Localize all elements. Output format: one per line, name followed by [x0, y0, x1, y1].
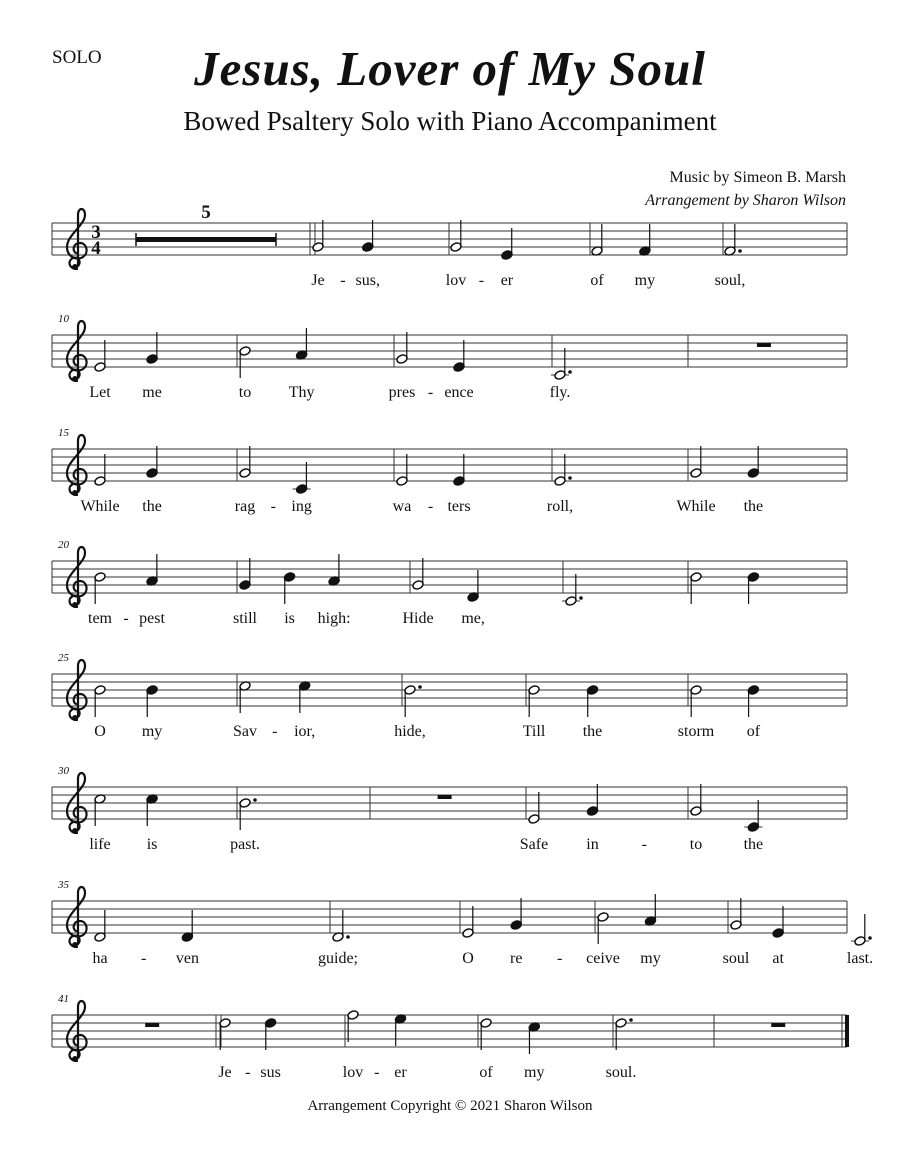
half-note: [528, 792, 540, 824]
lyric-syllable: last.: [846, 950, 874, 967]
quarter-note: [146, 554, 158, 586]
multimeasure-rest: [136, 237, 276, 242]
lyric-syllable: guide;: [318, 950, 358, 967]
part-label: SOLO: [52, 47, 102, 68]
quarter-note: [467, 570, 479, 602]
lyric-syllable: rag: [234, 498, 256, 515]
treble-clef-icon: [67, 1001, 87, 1062]
quarter-note: [283, 572, 295, 604]
half-note: [239, 446, 251, 478]
quarter-note: [501, 228, 513, 260]
lyric-syllable: sus: [260, 1064, 281, 1081]
quarter-note: [744, 800, 762, 832]
lyric-syllable: at: [772, 950, 784, 967]
whole-rest: [771, 1023, 785, 1027]
dotted-half-note: [239, 798, 257, 830]
lyric-syllable: is: [284, 610, 295, 627]
treble-clef-tail: [72, 376, 78, 382]
lyric-syllable: the: [743, 836, 764, 853]
lyric-syllable: er: [500, 272, 514, 289]
quarter-note: [747, 572, 759, 604]
time-signature-bottom: 4: [91, 238, 101, 259]
half-note: [528, 685, 540, 717]
treble-clef-tail: [72, 828, 78, 834]
lyric-syllable: soul.: [605, 1064, 637, 1081]
treble-clef-icon: [67, 547, 87, 608]
quarter-note: [146, 446, 158, 478]
quarter-note: [181, 910, 193, 942]
half-note: [94, 910, 106, 942]
quarter-note: [239, 558, 251, 590]
quarter-note: [293, 462, 311, 494]
lyric-syllable: my: [634, 272, 656, 289]
treble-clef-tail: [72, 1056, 78, 1062]
half-note: [239, 681, 251, 713]
lyric-syllable: ence: [444, 384, 474, 401]
treble-clef-icon: [67, 321, 87, 382]
half-note: [219, 1018, 231, 1050]
lyric-syllable: roll,: [546, 498, 574, 515]
lyric-syllable: er: [394, 1064, 407, 1081]
quarter-note: [146, 685, 158, 717]
lyric-syllable: tem: [88, 610, 112, 627]
lyric-syllable: O: [94, 723, 106, 740]
lyric-syllable: ters: [447, 498, 471, 515]
half-note: [690, 446, 702, 478]
lyric-syllable: While: [676, 498, 716, 515]
quarter-note: [747, 685, 759, 717]
lyric-syllable: ven: [175, 950, 199, 967]
lyric-syllable: lov: [445, 272, 467, 289]
lyric-syllable: O: [462, 950, 474, 967]
dotted-half-note: [851, 914, 872, 946]
lyric-syllable: lov: [342, 1064, 364, 1081]
lyric-syllable: to: [238, 384, 252, 401]
lyric-hyphen: -: [641, 836, 647, 853]
lyric-syllable: While: [80, 498, 120, 515]
quarter-note: [328, 554, 340, 586]
lyric-hyphen: -: [556, 950, 563, 967]
half-note: [690, 685, 702, 717]
dotted-half-note: [554, 454, 572, 486]
half-note: [462, 906, 474, 938]
augmentation-dot: [579, 596, 583, 600]
quarter-note: [453, 340, 465, 372]
lyric-syllable: to: [689, 836, 703, 853]
treble-clef-icon: [67, 435, 87, 496]
lyric-hyphen: -: [340, 272, 346, 289]
lyric-syllable: re: [510, 950, 523, 967]
time-signature-top: 3: [91, 222, 101, 243]
lyric-syllable: Je: [218, 1064, 232, 1081]
song-subtitle: Bowed Psaltery Solo with Piano Accompaniment: [183, 106, 717, 136]
augmentation-dot: [738, 249, 742, 253]
augmentation-dot: [568, 370, 572, 374]
lyric-syllable: life: [89, 836, 111, 853]
lyric-syllable: pest: [139, 610, 165, 627]
half-note: [94, 685, 106, 717]
lyric-syllable: the: [582, 723, 603, 740]
quarter-note: [772, 906, 784, 938]
lyric-hyphen: -: [427, 384, 434, 401]
lyric-syllable: past.: [230, 836, 260, 853]
lyric-syllable: my: [640, 950, 661, 967]
quarter-note: [528, 1022, 540, 1054]
lyric-syllable: of: [746, 723, 761, 740]
lyric-syllable: ior,: [294, 723, 316, 740]
lyric-syllable: is: [146, 836, 158, 853]
lyric-hyphen: -: [272, 723, 278, 740]
lyric-syllable: Sav: [233, 723, 257, 740]
lyric-syllable: Thy: [288, 384, 315, 401]
measure-number: 20: [58, 539, 69, 551]
arranger-credit: Arrangement by Sharon Wilson: [645, 192, 846, 209]
dotted-half-note: [551, 348, 572, 380]
quarter-note: [264, 1018, 276, 1050]
lyric-syllable: sus,: [355, 272, 381, 289]
augmentation-dot: [418, 685, 422, 689]
augmentation-dot: [629, 1018, 633, 1022]
half-note: [239, 346, 251, 378]
treble-clef-icon: [67, 887, 87, 948]
lyric-hyphen: -: [270, 498, 276, 515]
measure-number: 30: [58, 765, 69, 777]
quarter-note: [586, 784, 598, 816]
measure-number: 10: [58, 313, 69, 325]
half-note: [450, 220, 462, 252]
lyric-syllable: pres: [388, 384, 416, 401]
composer-credit: Music by Simeon B. Marsh: [669, 169, 846, 186]
half-note: [94, 340, 106, 372]
half-note: [730, 898, 742, 930]
lyric-syllable: ha: [92, 950, 108, 967]
lyric-syllable: Till: [522, 723, 546, 740]
song-title: Jesus, Lover of My Soul: [194, 41, 706, 96]
half-note: [396, 454, 408, 486]
treble-clef-tail: [72, 490, 78, 496]
lyric-syllable: still: [232, 610, 258, 627]
lyric-hyphen: -: [141, 950, 147, 967]
half-note: [94, 572, 106, 604]
half-note: [94, 454, 106, 486]
lyric-syllable: my: [141, 723, 163, 740]
lyric-syllable: Safe: [519, 836, 549, 853]
treble-clef-icon: [67, 773, 87, 834]
augmentation-dot: [253, 798, 257, 802]
final-barline-thick: [845, 1015, 849, 1047]
lyric-syllable: the: [142, 498, 162, 515]
augmentation-dot: [346, 935, 350, 939]
treble-clef-icon: [67, 660, 87, 721]
lyric-syllable: storm: [677, 723, 715, 740]
measure-number: 25: [58, 652, 69, 664]
lyric-hyphen: -: [374, 1064, 380, 1081]
lyric-syllable: fly.: [549, 384, 571, 401]
quarter-note: [146, 794, 158, 826]
quarter-note: [298, 681, 310, 713]
lyric-syllable: Je: [311, 272, 325, 289]
half-note: [412, 558, 424, 590]
measure-number: 15: [58, 427, 69, 439]
quarter-note: [510, 898, 522, 930]
copyright-notice: Arrangement Copyright © 2021 Sharon Wilson: [307, 1098, 593, 1114]
lyric-syllable: of: [590, 272, 604, 289]
treble-clef-tail: [72, 264, 78, 270]
treble-clef-tail: [72, 942, 78, 948]
half-note: [94, 794, 106, 826]
dotted-half-note: [615, 1018, 633, 1050]
treble-clef-tail: [72, 715, 78, 721]
quarter-note: [586, 685, 598, 717]
lyric-syllable: hide,: [394, 723, 426, 740]
lyric-syllable: wa: [392, 498, 412, 515]
lyric-syllable: in: [586, 836, 599, 853]
multirest-count: 5: [201, 202, 211, 223]
half-note: [312, 220, 324, 252]
lyric-hyphen: -: [123, 610, 129, 627]
lyric-syllable: Hide: [402, 610, 434, 627]
quarter-note: [747, 446, 759, 478]
half-note: [480, 1018, 492, 1050]
dotted-half-note: [332, 910, 350, 942]
lyric-syllable: high:: [317, 610, 351, 627]
dotted-half-note: [404, 685, 422, 717]
lyric-syllable: my: [524, 1064, 545, 1081]
measure-number: 41: [58, 993, 69, 1005]
lyric-syllable: the: [743, 498, 764, 515]
quarter-note: [453, 454, 465, 486]
quarter-note: [295, 328, 307, 360]
lyric-syllable: ceive: [586, 950, 620, 967]
lyric-hyphen: -: [478, 272, 485, 289]
whole-rest: [145, 1023, 159, 1027]
half-note: [597, 912, 609, 944]
quarter-note: [146, 332, 158, 364]
measure-number: 35: [58, 879, 69, 891]
lyric-hyphen: -: [427, 498, 434, 515]
treble-clef-tail: [72, 602, 78, 608]
half-note: [690, 784, 702, 816]
half-note: [690, 572, 702, 604]
lyric-syllable: soul,: [714, 272, 746, 289]
lyric-syllable: ing: [291, 498, 312, 515]
whole-rest: [438, 795, 452, 799]
dotted-half-note: [724, 224, 742, 256]
quarter-note: [362, 220, 374, 252]
lyric-syllable: Let: [89, 384, 111, 401]
half-note: [591, 224, 603, 256]
augmentation-dot: [868, 936, 872, 940]
half-note: [347, 1010, 359, 1042]
half-note: [396, 332, 408, 364]
quarter-note: [394, 1014, 406, 1046]
lyric-syllable: me: [142, 384, 162, 401]
quarter-note: [639, 224, 651, 256]
augmentation-dot: [568, 476, 572, 480]
treble-clef-icon: [67, 209, 87, 270]
lyric-hyphen: -: [245, 1064, 251, 1081]
dotted-half-note: [562, 574, 583, 606]
quarter-note: [644, 894, 656, 926]
whole-rest: [757, 343, 771, 347]
lyric-syllable: soul: [722, 950, 750, 967]
lyric-syllable: of: [479, 1064, 493, 1081]
lyric-syllable: me,: [461, 610, 485, 627]
